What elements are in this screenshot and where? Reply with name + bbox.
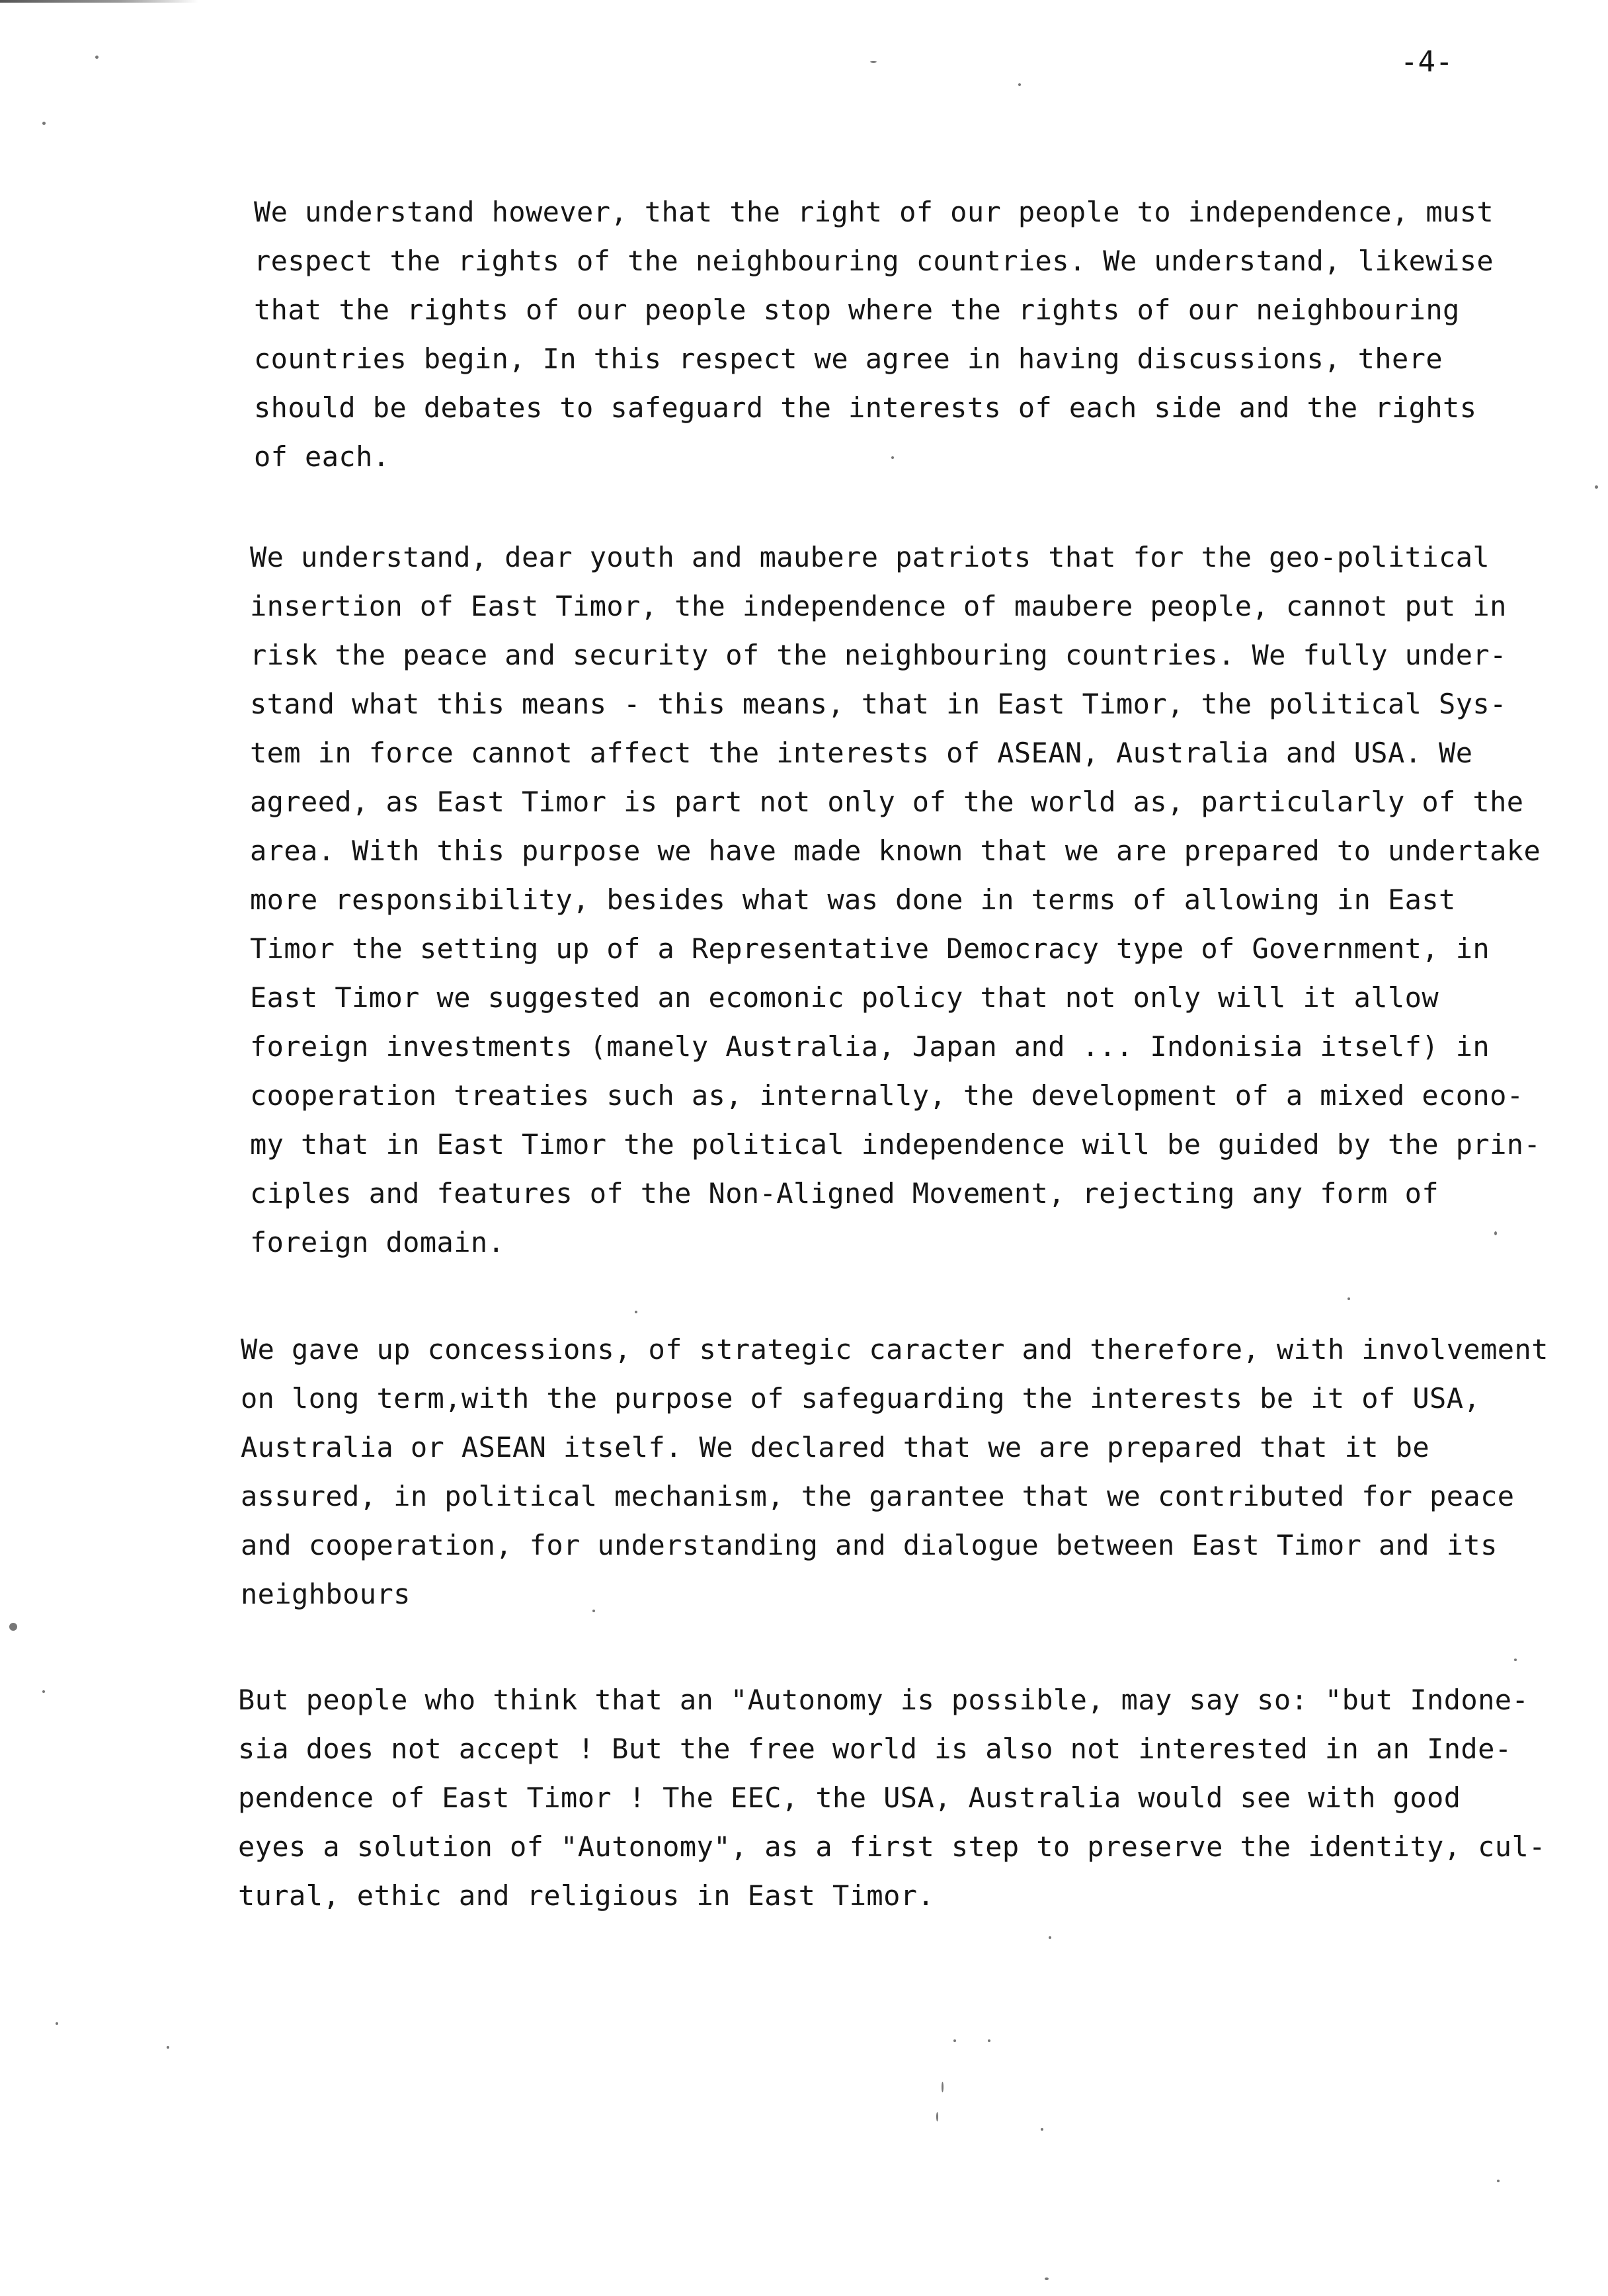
text-line: assured, in political mechanism, the garantee that we contributed for peace [241, 1480, 1515, 1512]
text-line: Timor the setting up of a Representative Democracy type of Government, in [250, 932, 1490, 965]
scan-edge-mark [0, 0, 198, 3]
text-line: ciples and features of the Non-Aligned Movement, rejecting any form of [250, 1177, 1439, 1210]
text-line: East Timor we suggested an ecomonic policy that not only will it allow [250, 981, 1439, 1014]
scan-speck [42, 1690, 45, 1693]
scan-speck [1595, 485, 1598, 489]
text-line: risk the peace and security of the neighbouring countries. We fully under- [250, 639, 1507, 671]
text-line: pendence of East Timor ! The EEC, the USA, Australia would see with good [238, 1782, 1461, 1814]
paragraph-1 [254, 188, 1537, 481]
scan-speck [1049, 1936, 1051, 1939]
text-line: countries begin, In this respect we agree in having discussions, there [254, 343, 1443, 375]
text-line: foreign investments (manely Australia, Japan and ... Indonisia itself) in [250, 1030, 1490, 1063]
scan-speck [56, 2022, 58, 2025]
scan-speck [1494, 1231, 1497, 1235]
scan-speck [1347, 1297, 1350, 1300]
scan-speck [942, 2082, 944, 2092]
paragraph-2 [250, 533, 1541, 1267]
text-line: stand what this means - this means, that in East Timor, the political Sys- [250, 688, 1507, 720]
scan-speck [1041, 2128, 1043, 2131]
text-line: Australia or ASEAN itself. We declared that we are prepared that it be [241, 1431, 1430, 1463]
scan-speck [9, 1623, 17, 1631]
scan-speck [1018, 83, 1021, 86]
scan-speck [988, 2039, 990, 2042]
text-line: respect the rights of the neighbouring countries. We understand, likewise [254, 245, 1494, 277]
text-line: We understand, dear youth and maubere patriots that for the geo-political [250, 541, 1490, 573]
scan-speck [936, 2112, 938, 2121]
scan-speck [95, 56, 99, 59]
text-line: tural, ethic and religious in East Timor. [238, 1879, 935, 1912]
text-line: my that in East Timor the political independence will be guided by the prin- [250, 1128, 1541, 1161]
paragraph-3 [241, 1325, 1548, 1619]
text-line: agreed, as East Timor is part not only of the world as, particularly of the [250, 786, 1524, 818]
scan-speck [870, 61, 877, 63]
paragraph-4 [238, 1676, 1546, 1920]
scan-speck [953, 2039, 956, 2042]
scan-speck [891, 456, 894, 459]
text-line: more responsibility, besides what was done in terms of allowing in East [250, 883, 1456, 916]
text-line: neighbours [241, 1578, 411, 1610]
text-line: eyes a solution of "Autonomy", as a first step to preserve the identity, cul- [238, 1830, 1546, 1863]
text-line: tem in force cannot affect the interests of ASEAN, Australia and USA. We [250, 737, 1473, 769]
text-line: on long term,with the purpose of safeguarding the interests be it of USA, [241, 1382, 1481, 1414]
page-number: -4- [1400, 45, 1453, 79]
text-line: that the rights of our people stop where the rights of our neighbouring [254, 294, 1460, 326]
text-line: area. With this purpose we have made known that we are prepared to undertake [250, 835, 1541, 867]
scan-speck [1497, 2180, 1500, 2182]
text-line: foreign domain. [250, 1226, 505, 1258]
text-line: and cooperation, for understanding and dialogue between East Timor and its [241, 1529, 1498, 1561]
scan-speck [167, 2046, 169, 2049]
text-line: We understand however, that the right of our people to independence, must [254, 196, 1494, 228]
text-line: of each. [254, 440, 390, 473]
scan-speck [635, 1311, 637, 1313]
text-line: should be debates to safeguard the interests of each side and the rights [254, 391, 1477, 424]
text-line: insertion of East Timor, the independence of maubere people, cannot put in [250, 590, 1507, 622]
scan-speck [42, 122, 46, 125]
text-line: cooperation treaties such as, internally, the development of a mixed econo- [250, 1079, 1524, 1112]
text-line: sia does not accept ! But the free world is also not interested in an Inde- [238, 1733, 1512, 1765]
scan-speck [592, 1610, 595, 1612]
text-line: We gave up concessions, of strategic caracter and therefore, with involvement [241, 1333, 1548, 1366]
text-line: But people who think that an "Autonomy is possible, may say so: "but Indone- [238, 1684, 1529, 1716]
scan-speck [1045, 2277, 1049, 2280]
scan-speck [1514, 1659, 1517, 1661]
